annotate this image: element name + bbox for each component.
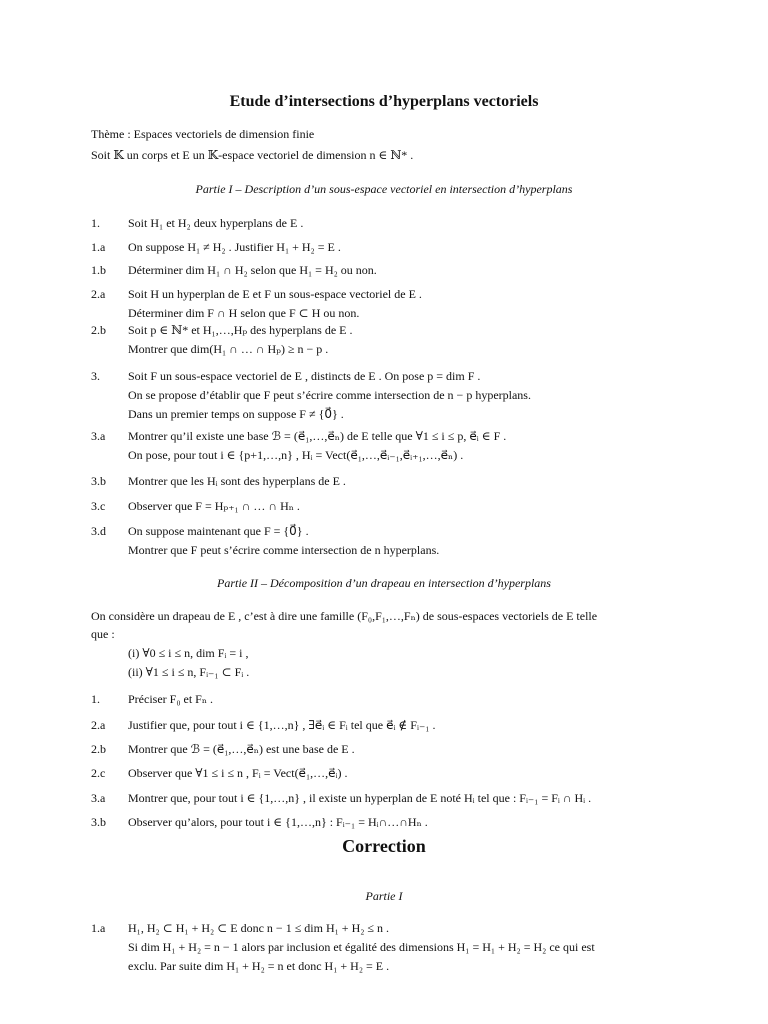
item-text [128, 789, 591, 808]
item-text-line: On suppose H₁ ≠ H₂ . Justifier H₁ + H₂ = E . [128, 240, 341, 254]
item-text-line: Justifier que, pour tout i ∈ {1,…,n} , ∃e⃗ᵢ ∈ Fᵢ tel que e⃗ᵢ ∉ Fᵢ₋₁ . [128, 718, 436, 732]
item-text-line: Montrer que ℬ = (e⃗₁,…,e⃗ₙ) est une base de E . [128, 742, 355, 756]
item-text-line: Observer que F = Hₚ₊₁ ∩ … ∩ Hₙ . [128, 499, 300, 513]
correction-part-heading: Partie I [365, 889, 403, 903]
item-text [128, 321, 352, 359]
item-text-line: H₁, H₂ ⊂ H₁ + H₂ ⊂ E donc n − 1 ≤ dim H₁ + H₂ ≤ n . [128, 921, 390, 935]
item-text-line: Montrer qu’il existe une base ℬ = (e⃗₁,…,e⃗ₙ) de E telle que ∀1 ≤ i ≤ p, e⃗ᵢ ∈ F . [128, 429, 507, 443]
item-number: 2.b [91, 323, 106, 337]
part1-heading: Partie I – Description d’un sous-espace vectoriel en intersection d’hyperplans [195, 182, 573, 196]
item-number: 2.c [91, 766, 106, 780]
document-title: Etude d’intersections d’hyperplans vectoriels [229, 93, 539, 110]
condition-ii: (ii) ∀1 ≤ i ≤ n, Fᵢ₋₁ ⊂ Fᵢ . [128, 665, 250, 679]
item-text-line: Montrer que dim(H₁ ∩ … ∩ Hₚ) ≥ n − p . [128, 342, 329, 356]
item-text [128, 427, 506, 465]
item-text-line: Soit p ∈ ℕ* et H₁,…,Hₚ des hyperplans de E . [128, 323, 353, 337]
theme-line: Thème : Espaces vectoriels de dimension finie [91, 127, 315, 141]
item-number: 3.c [91, 499, 106, 513]
item-text [128, 238, 341, 257]
item-text [128, 472, 346, 491]
item-text-line: Montrer que les Hᵢ sont des hyperplans de E . [128, 474, 346, 488]
condition-i: (i) ∀0 ≤ i ≤ n, dim Fᵢ = i , [128, 646, 249, 660]
correction-title: Correction [342, 836, 426, 856]
item-text-line: Montrer que F peut s’écrire comme intersection de n hyperplans. [128, 543, 440, 557]
item-text [128, 214, 303, 233]
item-number: 2.a [91, 287, 106, 301]
item-text-line: Soit H un hyperplan de E et F un sous-espace vectoriel de E . [128, 287, 422, 301]
item-text [128, 522, 439, 560]
item-number: 3.b [91, 474, 106, 488]
item-number: 1. [91, 216, 100, 230]
item-text-line: Observer que ∀1 ≤ i ≤ n , Fᵢ = Vect(e⃗₁,…,e⃗ᵢ) . [128, 766, 348, 780]
item-text-line: On pose, pour tout i ∈ {p+1,…,n} , Hᵢ = Vect(e⃗₁,…,e⃗ᵢ₋₁,e⃗ᵢ₊₁,…,e⃗ₙ) . [128, 448, 464, 462]
item-text [128, 261, 377, 280]
item-text-line: Déterminer dim F ∩ H selon que F ⊂ H ou non. [128, 306, 360, 320]
item-text-line: Si dim H₁ + H₂ = n − 1 alors par inclusion et égalité des dimensions H₁ = H₁ + H₂ = H₂ ce qui est [128, 940, 595, 954]
part2-intro-line-2: que : [91, 627, 115, 641]
item-text [128, 764, 347, 783]
item-number: 1. [91, 692, 100, 706]
item-number: 3.a [91, 791, 106, 805]
item-number: 2.a [91, 718, 106, 732]
item-text [128, 690, 213, 709]
item-text-line: Dans un premier temps on suppose F ≠ {0⃗} . [128, 407, 344, 421]
item-number: 3. [91, 369, 100, 383]
item-number: 3.b [91, 815, 106, 829]
item-text [128, 285, 422, 323]
item-number: 3.a [91, 429, 106, 443]
item-text [128, 813, 428, 832]
item-text-line: Soit H₁ et H₂ deux hyperplans de E . [128, 216, 304, 230]
item-text [128, 740, 355, 759]
item-text [128, 367, 531, 424]
item-text-line: On se propose d’établir que F peut s’écrire comme intersection de n − p hyperplans. [128, 388, 531, 402]
item-number: 1.a [91, 921, 106, 935]
part2-heading: Partie II – Décomposition d’un drapeau en intersection d’hyperplans [217, 576, 551, 590]
item-text-line: Soit F un sous-espace vectoriel de E , distincts de E . On pose p = dim F . [128, 369, 481, 383]
item-text-line: exclu. Par suite dim H₁ + H₂ = n et donc H₁ + H₂ = E . [128, 959, 390, 973]
item-number: 3.d [91, 524, 106, 538]
item-text-line: Déterminer dim H₁ ∩ H₂ selon que H₁ = H₂ ou non. [128, 263, 377, 277]
item-text [128, 919, 595, 976]
setup-line: Soit 𝕂 un corps et E un 𝕂-espace vectoriel de dimension n ∈ ℕ* . [91, 148, 414, 162]
item-text-line: On suppose maintenant que F = {0⃗} . [128, 524, 309, 538]
item-number: 1.a [91, 240, 106, 254]
item-text-line: Préciser F₀ et Fₙ . [128, 692, 214, 706]
item-text-line: Observer qu’alors, pour tout i ∈ {1,…,n} : Fᵢ₋₁ = Hᵢ∩…∩Hₙ . [128, 815, 428, 829]
item-number: 1.b [91, 263, 106, 277]
item-text [128, 497, 300, 516]
part2-intro-line-1: On considère un drapeau de E , c’est à dire une famille (F₀,F₁,…,Fₙ) de sous-espaces vectoriels de E telle [91, 609, 598, 623]
item-text-line: Montrer que, pour tout i ∈ {1,…,n} , il existe un hyperplan de E noté Hᵢ tel que : Fᵢ₋₁ = Fᵢ ∩ Hᵢ . [128, 791, 592, 805]
item-number: 2.b [91, 742, 106, 756]
item-text [128, 716, 435, 735]
